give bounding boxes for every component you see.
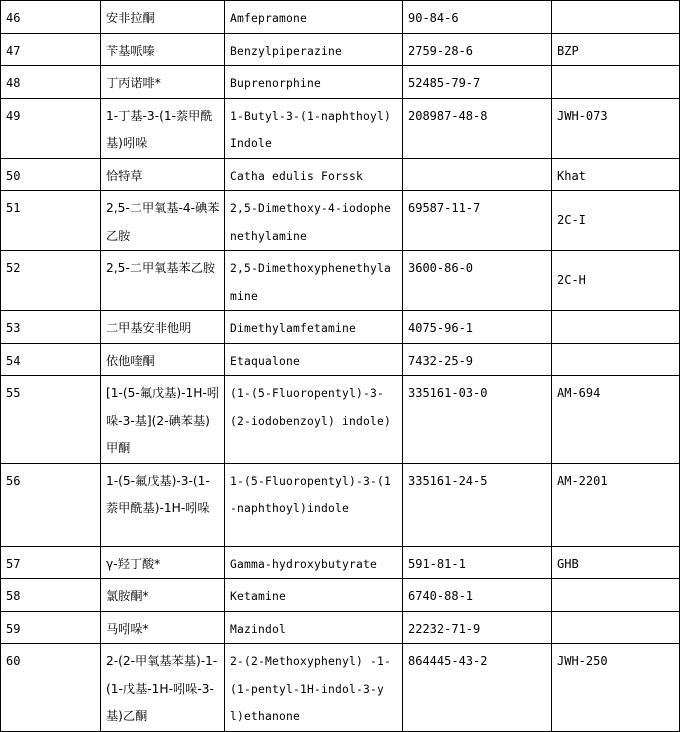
table-row bbox=[1, 644, 680, 732]
row-number: 55 bbox=[1, 376, 101, 464]
row-number: 54 bbox=[1, 343, 101, 376]
table-row bbox=[1, 546, 680, 579]
chinese-name: 1-丁基-3-(1-萘甲酰基)吲哚 bbox=[101, 98, 225, 158]
abbreviation: GHB bbox=[552, 546, 680, 579]
row-number: 49 bbox=[1, 98, 101, 158]
english-name: Benzylpiperazine bbox=[225, 33, 403, 66]
table-row bbox=[1, 98, 680, 158]
english-name: 1-Butyl-3-(1-naphthoyl)Indole bbox=[225, 98, 403, 158]
abbreviation bbox=[552, 579, 680, 612]
english-name: (1-(5-Fluoropentyl)-3-(2-iodobenzoyl) indole) bbox=[225, 376, 403, 464]
row-number: 57 bbox=[1, 546, 101, 579]
abbreviation: 2C-H bbox=[552, 251, 680, 311]
abbreviation: JWH-250 bbox=[552, 644, 680, 732]
table-row bbox=[1, 158, 680, 191]
cas-number: 90-84-6 bbox=[403, 1, 552, 34]
chinese-name: 苄基哌嗪 bbox=[101, 33, 225, 66]
english-name: Gamma-hydroxybutyrate bbox=[225, 546, 403, 579]
cas-number: 52485-79-7 bbox=[403, 66, 552, 99]
row-number: 50 bbox=[1, 158, 101, 191]
english-name: Mazindol bbox=[225, 611, 403, 644]
cas-number: 864445-43-2 bbox=[403, 644, 552, 732]
chinese-name: 马吲哚* bbox=[101, 611, 225, 644]
row-number: 60 bbox=[1, 644, 101, 732]
english-name: Etaqualone bbox=[225, 343, 403, 376]
row-number: 51 bbox=[1, 191, 101, 251]
table-row bbox=[1, 611, 680, 644]
english-name: 2-(2-Methoxyphenyl) -1-(1-pentyl-1H-indol-3-yl)ethanone bbox=[225, 644, 403, 732]
row-number: 52 bbox=[1, 251, 101, 311]
table-row bbox=[1, 33, 680, 66]
table-row bbox=[1, 251, 680, 311]
abbreviation: JWH-073 bbox=[552, 98, 680, 158]
abbreviation bbox=[552, 1, 680, 34]
table-row bbox=[1, 66, 680, 99]
english-name: Amfepramone bbox=[225, 1, 403, 34]
table-row bbox=[1, 191, 680, 251]
row-number: 53 bbox=[1, 311, 101, 344]
abbreviation bbox=[552, 311, 680, 344]
cas-number: 7432-25-9 bbox=[403, 343, 552, 376]
row-number: 56 bbox=[1, 463, 101, 546]
chinese-name: [1-(5-氟戊基)-1H-吲哚-3-基](2-碘苯基)甲酮 bbox=[101, 376, 225, 464]
table-row bbox=[1, 579, 680, 612]
chinese-name: 1-(5-氟戊基)-3-(1-萘甲酰基)-1H-吲哚 bbox=[101, 463, 225, 546]
row-number: 46 bbox=[1, 1, 101, 34]
english-name: Buprenorphine bbox=[225, 66, 403, 99]
table-row bbox=[1, 1, 680, 34]
cas-number: 591-81-1 bbox=[403, 546, 552, 579]
cas-number: 208987-48-8 bbox=[403, 98, 552, 158]
chinese-name: 恰特草 bbox=[101, 158, 225, 191]
english-name: 2,5-Dimethoxyphenethylamine bbox=[225, 251, 403, 311]
english-name: Ketamine bbox=[225, 579, 403, 612]
row-number: 59 bbox=[1, 611, 101, 644]
abbreviation bbox=[552, 343, 680, 376]
chinese-name: 2-(2-甲氧基苯基)-1-(1-戊基-1H-吲哚-3-基)乙酮 bbox=[101, 644, 225, 732]
english-name: 2,5-Dimethoxy-4-iodophenethylamine bbox=[225, 191, 403, 251]
cas-number: 3600-86-0 bbox=[403, 251, 552, 311]
abbreviation: AM-2201 bbox=[552, 463, 680, 546]
row-number: 47 bbox=[1, 33, 101, 66]
chinese-name: 氯胺酮* bbox=[101, 579, 225, 612]
row-number: 58 bbox=[1, 579, 101, 612]
row-number: 48 bbox=[1, 66, 101, 99]
abbreviation bbox=[552, 66, 680, 99]
abbreviation: 2C-I bbox=[552, 191, 680, 251]
table-row bbox=[1, 343, 680, 376]
cas-number bbox=[403, 158, 552, 191]
chinese-name: 依他喹酮 bbox=[101, 343, 225, 376]
cas-number: 335161-24-5 bbox=[403, 463, 552, 546]
cas-number: 4075-96-1 bbox=[403, 311, 552, 344]
english-name: Catha edulis Forssk bbox=[225, 158, 403, 191]
cas-number: 22232-71-9 bbox=[403, 611, 552, 644]
chinese-name: 二甲基安非他明 bbox=[101, 311, 225, 344]
table-row bbox=[1, 376, 680, 464]
cas-number: 69587-11-7 bbox=[403, 191, 552, 251]
abbreviation: AM-694 bbox=[552, 376, 680, 464]
chinese-name: 丁丙诺啡* bbox=[101, 66, 225, 99]
english-name: Dimethylamfetamine bbox=[225, 311, 403, 344]
english-name: 1-(5-Fluoropentyl)-3-(1-naphthoyl)indole bbox=[225, 463, 403, 546]
abbreviation bbox=[552, 611, 680, 644]
table-row bbox=[1, 463, 680, 546]
abbreviation: Khat bbox=[552, 158, 680, 191]
cas-number: 335161-03-0 bbox=[403, 376, 552, 464]
cas-number: 6740-88-1 bbox=[403, 579, 552, 612]
chinese-name: γ-羟丁酸* bbox=[101, 546, 225, 579]
abbreviation: BZP bbox=[552, 33, 680, 66]
table-row bbox=[1, 311, 680, 344]
chinese-name: 2,5-二甲氧基苯乙胺 bbox=[101, 251, 225, 311]
chinese-name: 2,5-二甲氧基-4-碘苯乙胺 bbox=[101, 191, 225, 251]
cas-number: 2759-28-6 bbox=[403, 33, 552, 66]
chinese-name: 安非拉酮 bbox=[101, 1, 225, 34]
